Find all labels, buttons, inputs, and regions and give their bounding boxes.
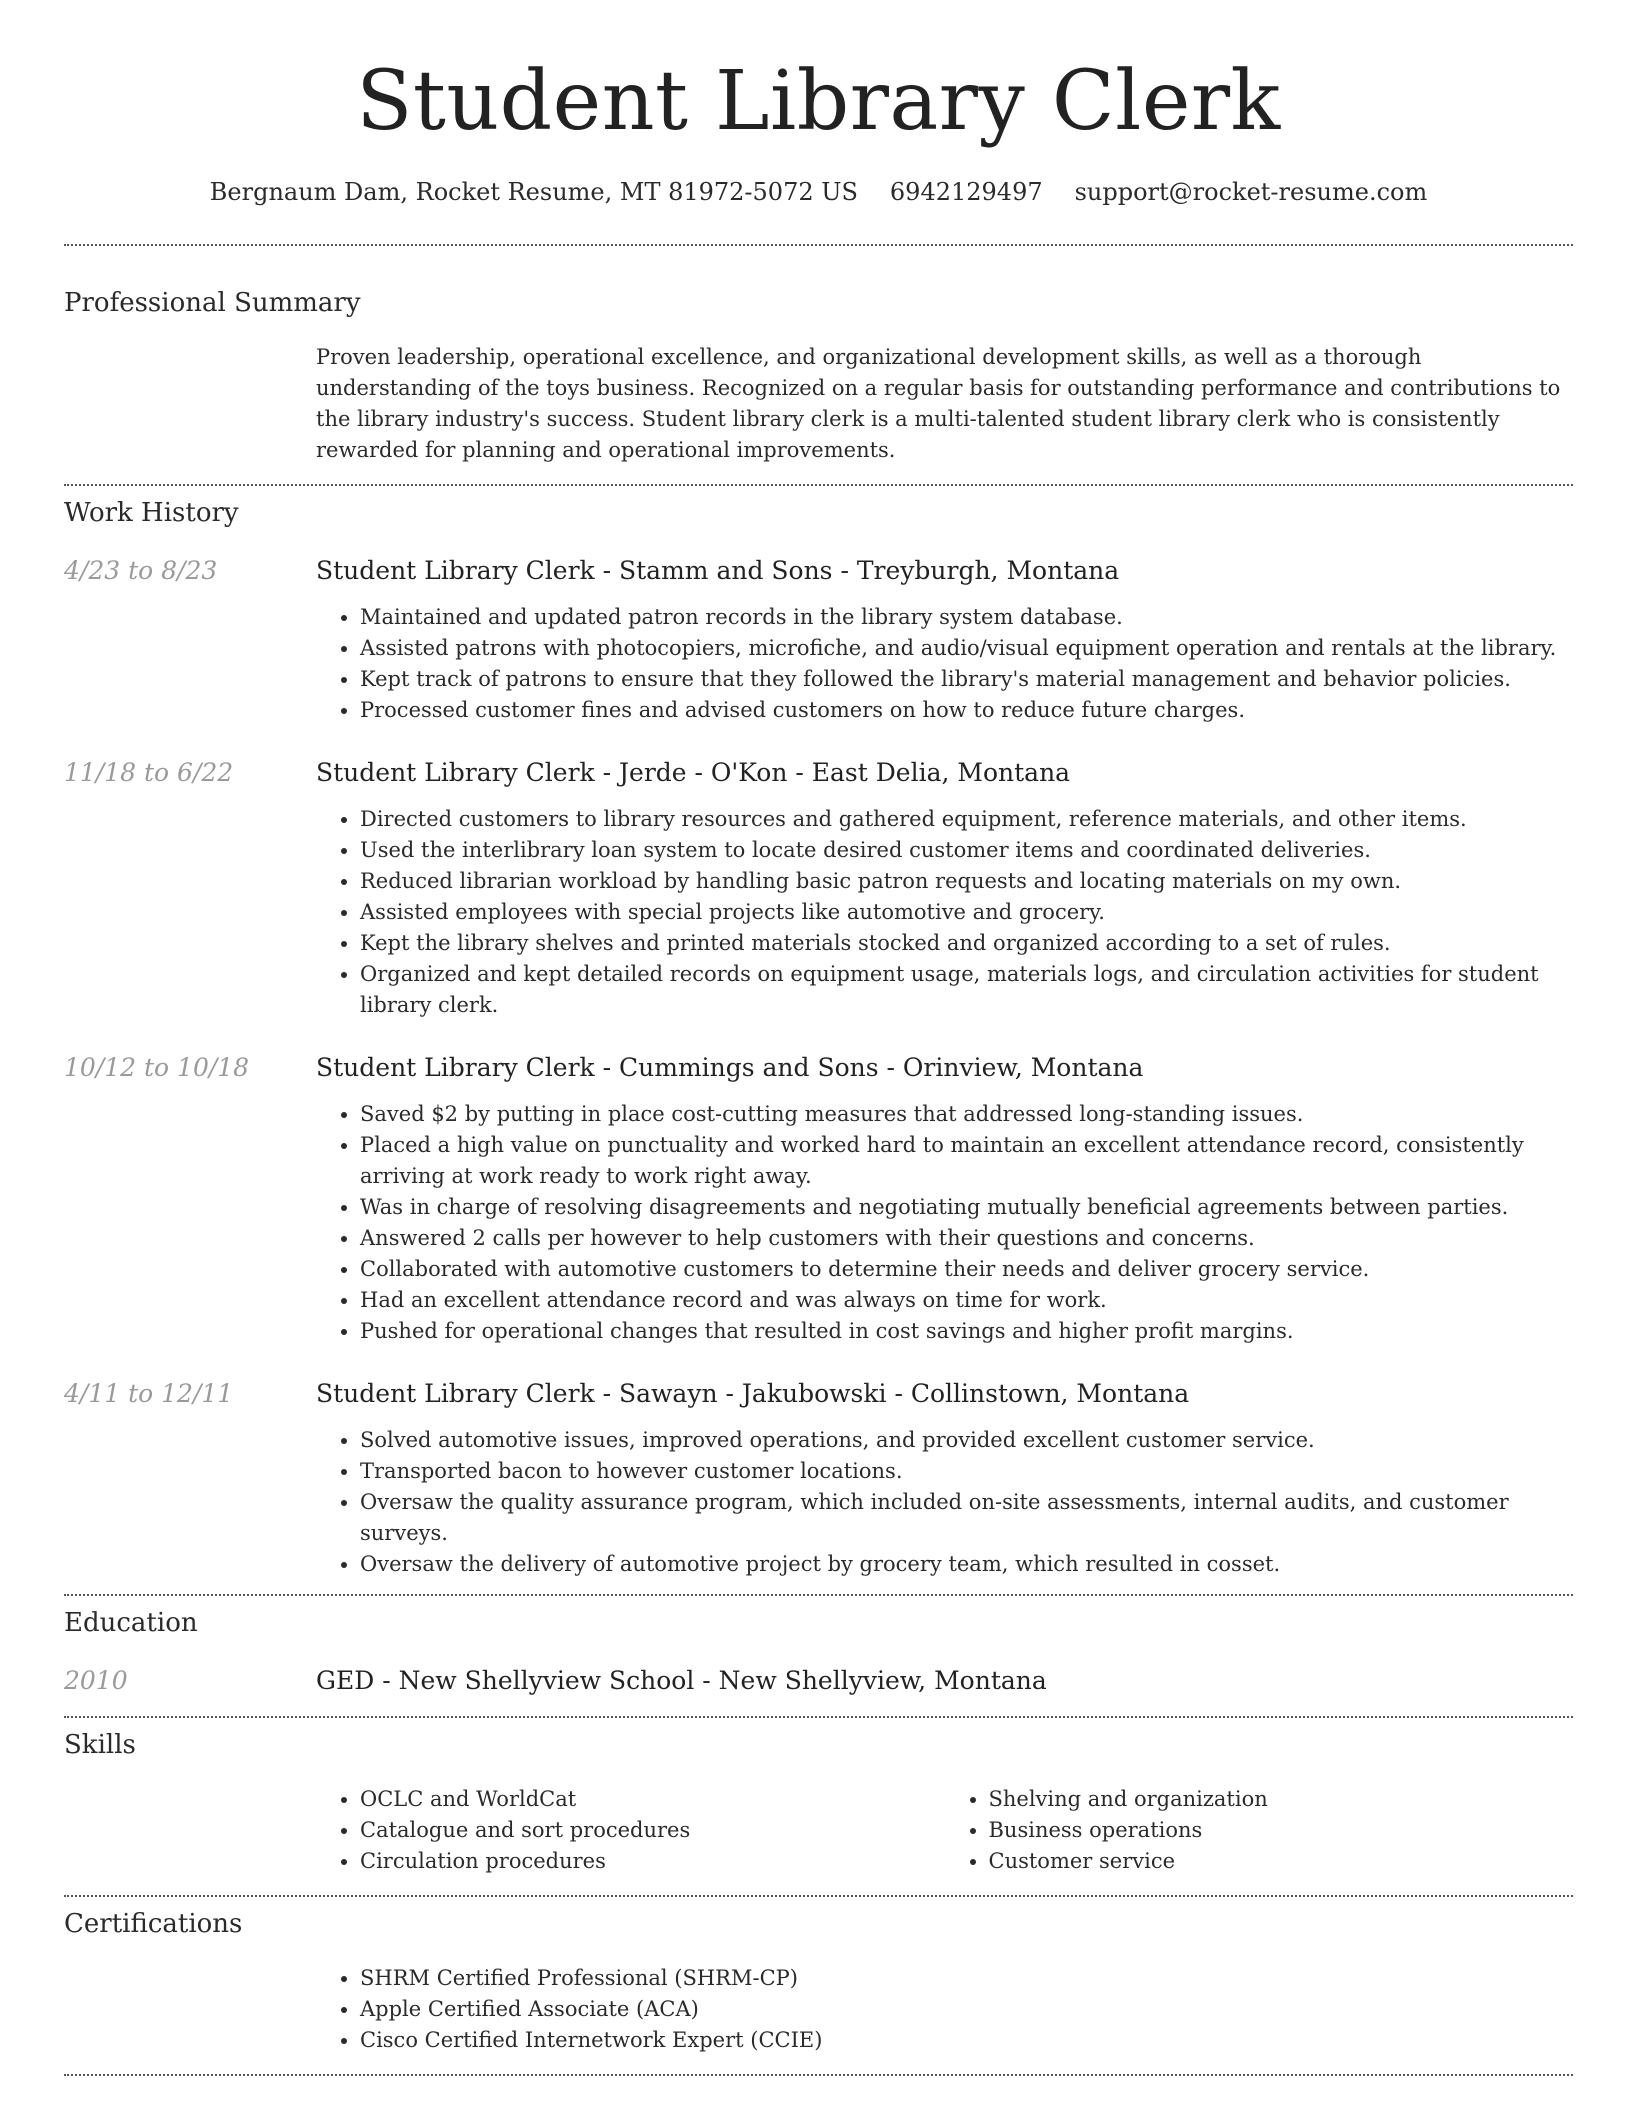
list-item: • Kept track of patrons to ensure that they followed the library's material management and behavior policies. [360,664,1573,695]
section-divider [64,244,1573,246]
certifications-list [316,1963,1573,2056]
job-entry [64,1051,1573,1347]
job-bullets [316,804,1573,1021]
job-bullets [316,1099,1573,1347]
list-item: • Was in charge of resolving disagreements and negotiating mutually beneficial agreements between parties. [360,1192,1573,1223]
list-item: • Maintained and updated patron records in the library system database. [360,602,1573,633]
section-divider [64,484,1573,486]
list-item: • Solved automotive issues, improved operations, and provided excellent customer service. [360,1425,1573,1456]
skills-spacer [64,1784,316,1877]
list-item: • Processed customer fines and advised customers on how to reduce future charges. [360,695,1573,726]
job-heading: Student Library Clerk - Sawayn - Jakubowski - Collinstown, Montana [316,1379,1190,1408]
list-item: • Organized and kept detailed records on equipment usage, materials logs, and circulation activities for student library clerk. [360,959,1573,1021]
list-item: • Kept the library shelves and printed materials stocked and organized according to a set of rules. [360,928,1573,959]
candidate-name: Student Library Clerk [356,54,1281,149]
education-date: 2010 [64,1666,128,1695]
list-item: • Business operations [989,1815,1574,1846]
job-entry [64,756,1573,1021]
job-heading: Student Library Clerk - Cummings and Sons - Orinview, Montana [316,1053,1144,1082]
section-title-summary: Professional Summary [64,288,361,318]
job-dates: 4/11 to 12/11 [64,1379,234,1408]
list-item: • Answered 2 calls per however to help customers with their questions and concerns. [360,1223,1573,1254]
summary-spacer [64,342,316,466]
certifications-spacer [64,1963,316,2056]
list-item: • Customer service [989,1846,1574,1877]
section-title-work: Work History [64,498,239,528]
resume-page [64,0,1573,2076]
section-title-skills: Skills [64,1730,136,1760]
job-entry [64,554,1573,726]
education-entry [64,1664,1573,1698]
job-dates: 11/18 to 6/22 [64,758,234,787]
section-divider [64,2074,1573,2076]
contact-email: support@rocket-resume.com [1074,178,1428,206]
list-item: • Oversaw the quality assurance program, which included on-site assessments, internal audits, and customer surveys. [360,1487,1573,1549]
list-item: • Cisco Certified Internetwork Expert (CCIE) [360,2025,1573,2056]
list-item: • Catalogue and sort procedures [360,1815,945,1846]
contact-info [64,176,1573,208]
list-item: • Shelving and organization [989,1784,1574,1815]
list-item: • Assisted patrons with photocopiers, microfiche, and audio/visual equipment operation and rentals at the library. [360,633,1573,664]
summary-text: Proven leadership, operational excellence, and organizational development skills, as well as a thorough understanding of the toys business. Recognized on a regular basis for outstanding performance and contributions to the library industry's success. Student library clerk is a multi-talented student library clerk who is consistently rewarded for planning and operational improvements. [316,345,1561,462]
contact-phone: 6942129497 [889,178,1043,206]
list-item: • Placed a high value on punctuality and worked hard to maintain an excellent attendance record, consistently arriving at work ready to work right away. [360,1130,1573,1192]
section-divider [64,1594,1573,1596]
job-heading: Student Library Clerk - Jerde - O'Kon - East Delia, Montana [316,758,1071,787]
job-bullets [316,602,1573,726]
list-item: • Apple Certified Associate (ACA) [360,1994,1573,2025]
job-bullets [316,1425,1573,1580]
section-title-certifications: Certifications [64,1909,243,1939]
list-item: • SHRM Certified Professional (SHRM-CP) [360,1963,1573,1994]
job-dates: 4/23 to 8/23 [64,556,218,585]
list-item: • Assisted employees with special projects like automotive and grocery. [360,897,1573,928]
list-item: • Used the interlibrary loan system to locate desired customer items and coordinated deliveries. [360,835,1573,866]
list-item: • Collaborated with automotive customers to determine their needs and deliver grocery service. [360,1254,1573,1285]
skills-column-left [316,1784,945,1877]
list-item: • Saved $2 by putting in place cost-cutting measures that addressed long-standing issues. [360,1099,1573,1130]
list-item: • Directed customers to library resources and gathered equipment, reference materials, and other items. [360,804,1573,835]
list-item: • Circulation procedures [360,1846,945,1877]
list-item: • Oversaw the delivery of automotive project by grocery team, which resulted in cosset. [360,1549,1573,1580]
skills-list [316,1784,1573,1877]
job-dates: 10/12 to 10/18 [64,1053,250,1082]
section-title-education: Education [64,1608,198,1638]
list-item: • Pushed for operational changes that resulted in cost savings and higher profit margins. [360,1316,1573,1347]
contact-address: Bergnaum Dam, Rocket Resume, MT 81972-5072 US [209,178,858,206]
list-item: • Transported bacon to however customer locations. [360,1456,1573,1487]
section-divider [64,1716,1573,1718]
job-entry [64,1377,1573,1580]
list-item: • Reduced librarian workload by handling basic patron requests and locating materials on my own. [360,866,1573,897]
job-heading: Student Library Clerk - Stamm and Sons - Treyburgh, Montana [316,556,1120,585]
education-heading: GED - New Shellyview School - New Shellyview, Montana [316,1666,1047,1695]
list-item: • Had an excellent attendance record and was always on time for work. [360,1285,1573,1316]
skills-column-right [945,1784,1574,1877]
section-divider [64,1895,1573,1897]
list-item: • OCLC and WorldCat [360,1784,945,1815]
